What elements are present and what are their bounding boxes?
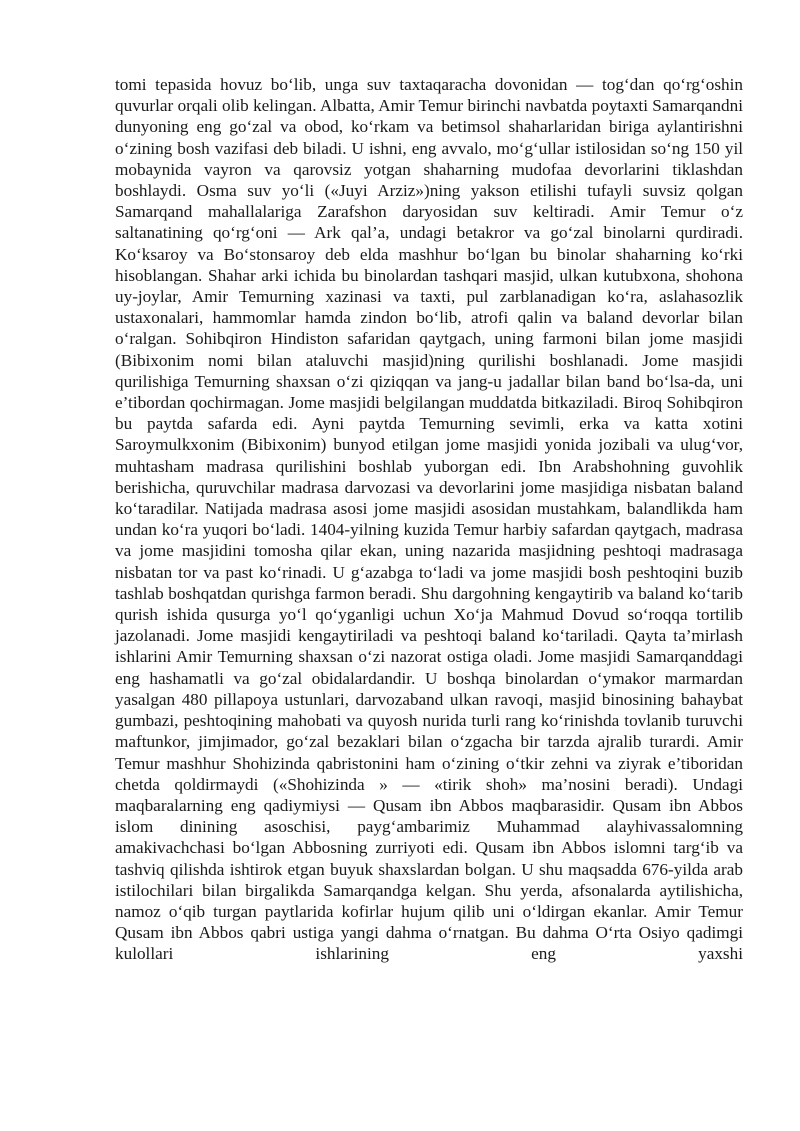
document-page	[115, 74, 743, 965]
body-paragraph: tomi tepasida hovuz bo‘lib, unga suv taxtaqaracha dovonidan — tog‘dan qo‘rg‘oshin quvurlar orqali olib kelingan. Albatta, Amir Temur birinchi navbatda poytaxti Samarqandni dunyoning eng go‘zal va obod, ko‘rkam va betimsol shaharlaridan biriga aylantirishni o‘zining bosh vazifasi deb biladi. U ishni, eng avvalo, mo‘g‘ullar istilosidan so‘ng 150 yil mobaynida vayron va qarovsiz yotgan shaharning mudofaa devorlarini tiklashdan boshlaydi. Osma suv yo‘li («Juyi Arziz»)ning yakson etilishi tufayli suvsiz qolgan Samarqand mahallalariga Zarafshon daryosidan suv keltiradi. Amir Temur o‘z saltanatining qo‘rg‘oni — Ark qal’a, undagi betakror va go‘zal binolarni qurdiradi. Ko‘ksaroy va Bo‘stonsaroy deb elda mashhur bo‘lgan bu binolar shaharning ko‘rki hisoblangan. Shahar arki ichida bu binolardan tashqari masjid, ulkan kutubxona, shohona uy-joylar, Amir Temurning xazinasi va taxti, pul zarblanadigan ko‘ra, aslahasozlik ustaxonalari, hammomlar hamda zindon bo‘lib, atrofi qalin va baland devorlar bilan o‘ralgan. Sohibqiron Hindiston safaridan qaytgach, uning farmoni bilan jome masjidi (Bibixonim nomi bilan ataluvchi masjid)ning qurilishi boshlanadi. Jome masjidi qurilishiga Temurning shaxsan o‘zi qiziqqan va jang-u jadallar bilan band bo‘lsa-da, uni e’tibordan qochirmagan. Jome masjidi belgilangan muddatda bitkaziladi. Biroq Sohibqiron bu paytda safarda edi. Ayni paytda Temurning sevimli, erka va katta xotini Saroymulkxonim (Bibixonim) bunyod etilgan jome masjidi yonida jozibali va ulug‘vor, muhtasham madrasa qurilishini boshlab yuborgan edi. Ibn Arabshohning guvohlik berishicha, quruvchilar madrasa darvozasi va devorlarini jome masjidiga nisbatan baland ko‘taradilar. Natijada madrasa asosi jome masjidi asosidan mustahkam, balandlikda ham undan ko‘ra yuqori bo‘ladi. 1404-yilning kuzida Temur harbiy safardan qaytgach, madrasa va jome masjidini tomosha qilar ekan, uning nazarida masjidning peshtoqi madrasaga nisbatan tor va past ko‘rinadi. U g‘azabga to‘ladi va jome masjidi bosh peshtoqini buzib tashlab boshqatdan qurishga farmon beradi. Shu dargohning kengaytirib va baland ko‘tarib qurish ishida qusurga yo‘l qo‘yganligi uchun Xo‘ja Mahmud Dovud so‘roqqa tortilib jazolanadi. Jome masjidi kengaytiriladi va peshtoqi baland ko‘tariladi. Qayta ta’mirlash ishlarini Amir Temurning shaxsan o‘zi nazorat ostiga oladi. Jome masjidi Samarqanddagi eng hashamatli va go‘zal obidalardandir. U boshqa binolardan o‘ymakor marmardan yasalgan 480 pillapoya ustunlari, darvozaband ulkan ravoqi, masjid binosining bahaybat gumbazi, peshtoqining mahobati va quyosh nurida turli rang ko‘rinishda tovlanib turuvchi maftunkor, jimjimador, go‘zal bezaklari bilan o‘zgacha bir tarzda ajralib turardi. Amir Temur mashhur Shohizinda qabristonini ham o‘zining o‘tkir zehni va ziyrak e’tiboridan chetda qoldirmaydi («Shohizinda » — «tirik shoh» ma’nosini beradi). Undagi maqbaralarning eng qadiymiysi — Qusam ibn Abbos maqbarasidir. Qusam ibn Abbos islom dinining asoschisi, payg‘ambarimiz Muhammad alayhivassalomning amakivachchasi bo‘lgan Abbosning zurriyoti edi. Qusam ibn Abbos islomni targ‘ib va tashviq qilishda ishtirok etgan buyuk shaxslardan bolgan. U shu maqsadda 676-yilda arab istilochilari bilan birgalikda Samarqandga kelgan. Shu yerda, afsonalarda aytilishicha, namoz o‘qib turgan paytlarida kofirlar hujum qilib uni o‘ldirgan ekanlar. Amir Temur Qusam ibn Abbos qabri ustiga yangi dahma o‘rnatgan. Bu dahma O‘rta Osiyo qadimgi kulollari ishlarining eng yaxshi	[115, 75, 743, 964]
